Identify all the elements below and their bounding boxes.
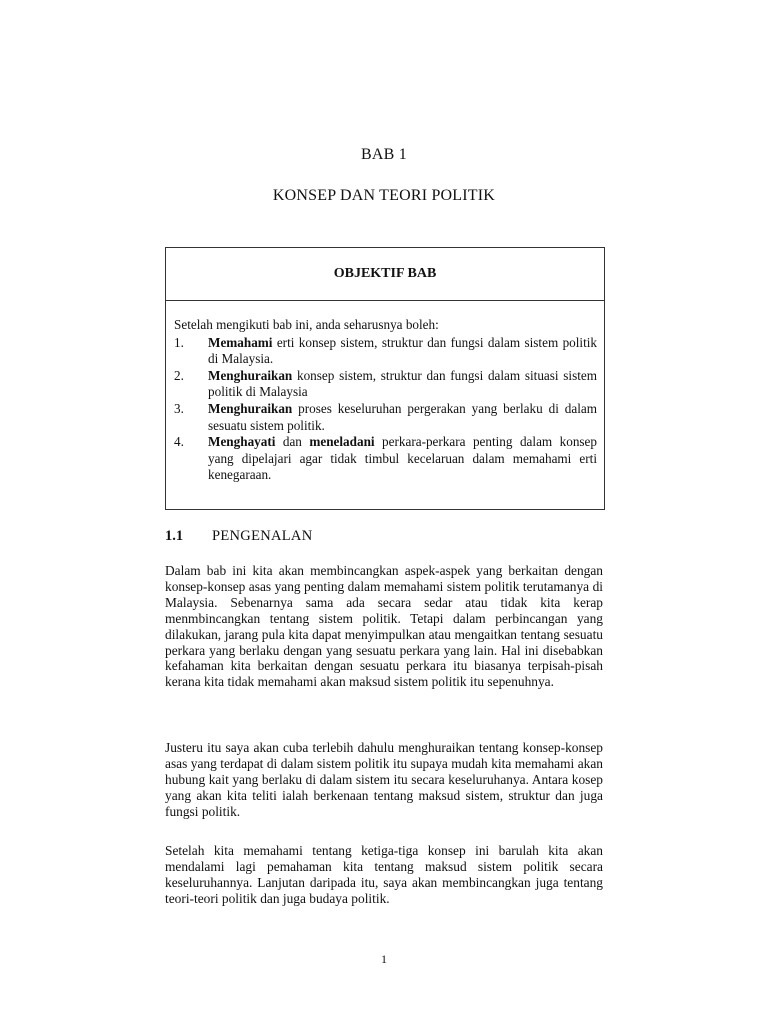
objective-text <box>208 335 597 368</box>
objective-conjunction: dan <box>275 434 310 450</box>
objective-item-4 <box>174 434 597 484</box>
objectives-box <box>165 247 605 510</box>
page-number: 1 <box>381 952 387 966</box>
objective-number: 2. <box>174 367 184 383</box>
objective-verb: Memahami <box>208 334 273 350</box>
chapter-label: BAB 1 <box>361 146 407 163</box>
objectives-body <box>166 301 604 484</box>
objectives-intro: Setelah mengikuti bab ini, anda seharusnya boleh: <box>174 317 439 332</box>
objective-item-3 <box>174 401 597 434</box>
objective-verb: Menghayati <box>208 434 276 450</box>
paragraph-3: Setelah kita memahami tentang ketiga-tiga konsep ini barulah kita akan mendalami lagi pemahaman kita tentang maksud sistem politik secara keseluruhannya. Lanjutan daripada itu, saya akan membincangkan juga tentang teori-teori politik dan juga budaya politik. <box>165 843 603 906</box>
paragraph-2: Justeru itu saya akan cuba terlebih dahulu menghuraikan tentang konsep-konsep asas yang terdapat di dalam sistem politik itu supaya mudah kita memahami akan hubung kait yang berlaku di dalam sistem itu secara keseluruhanya. Antara kosep yang akan kita teliti ialah berkenaan tentang maksud sistem, struktur dan juga fungsi politik. <box>165 740 603 819</box>
objective-rest: proses keseluruhan pergerakan yang berlaku di dalam sesuatu sistem politik. <box>208 400 597 433</box>
objective-text <box>208 434 597 484</box>
objective-number: 4. <box>174 434 184 450</box>
objective-rest: konsep sistem, struktur dan fungsi dalam situasi sistem politik di Malaysia <box>208 367 597 400</box>
objective-verb-2: meneladani <box>309 434 375 450</box>
section-title: PENGENALAN <box>212 528 313 544</box>
objective-verb: Menghuraikan <box>208 367 293 383</box>
chapter-title: KONSEP DAN TEORI POLITIK <box>272 187 496 204</box>
section-number: 1.1 <box>165 528 184 544</box>
objective-number: 3. <box>174 400 184 416</box>
objective-text <box>208 401 597 434</box>
paragraph-1: Dalam bab ini kita akan membincangkan aspek-aspek yang berkaitan dengan konsep-konsep asas yang penting dalam memahami sistem politik terutamanya di Malaysia. Sebenarnya sama ada secara sedar atau tidak kita kerap menmbincangkan tentang sistem politik. Tetapi dalam perbincangan yang dilakukan, jarang pula kita dapat menyimpulkan atau mengaitkan tentang sesuatu perkara yang berlaku dengan yang sesuatu perkara yang lain. Hal ini disebabkan kefahaman kita berkaitan dengan sesuatu perkara itu biasanya terpisah-pisah kerana kita tidak memahami akan maksud sistem politik itu sepenuhnya. <box>165 563 603 690</box>
objective-rest: erti konsep sistem, struktur dan fungsi dalam sistem politik di Malaysia. <box>208 334 597 367</box>
section-heading <box>165 528 312 545</box>
objective-item-2 <box>174 368 597 401</box>
objective-text <box>208 368 597 401</box>
objective-item-1 <box>174 335 597 368</box>
objectives-heading: OBJEKTIF BAB <box>166 248 604 301</box>
objective-verb: Menghuraikan <box>208 400 293 416</box>
objective-number: 1. <box>174 334 184 350</box>
objective-rest: perkara-perkara penting dalam konsep yang dipelajari agar tidak timbul kecelaruan dalam memahami erti kenegaraan. <box>208 434 597 483</box>
